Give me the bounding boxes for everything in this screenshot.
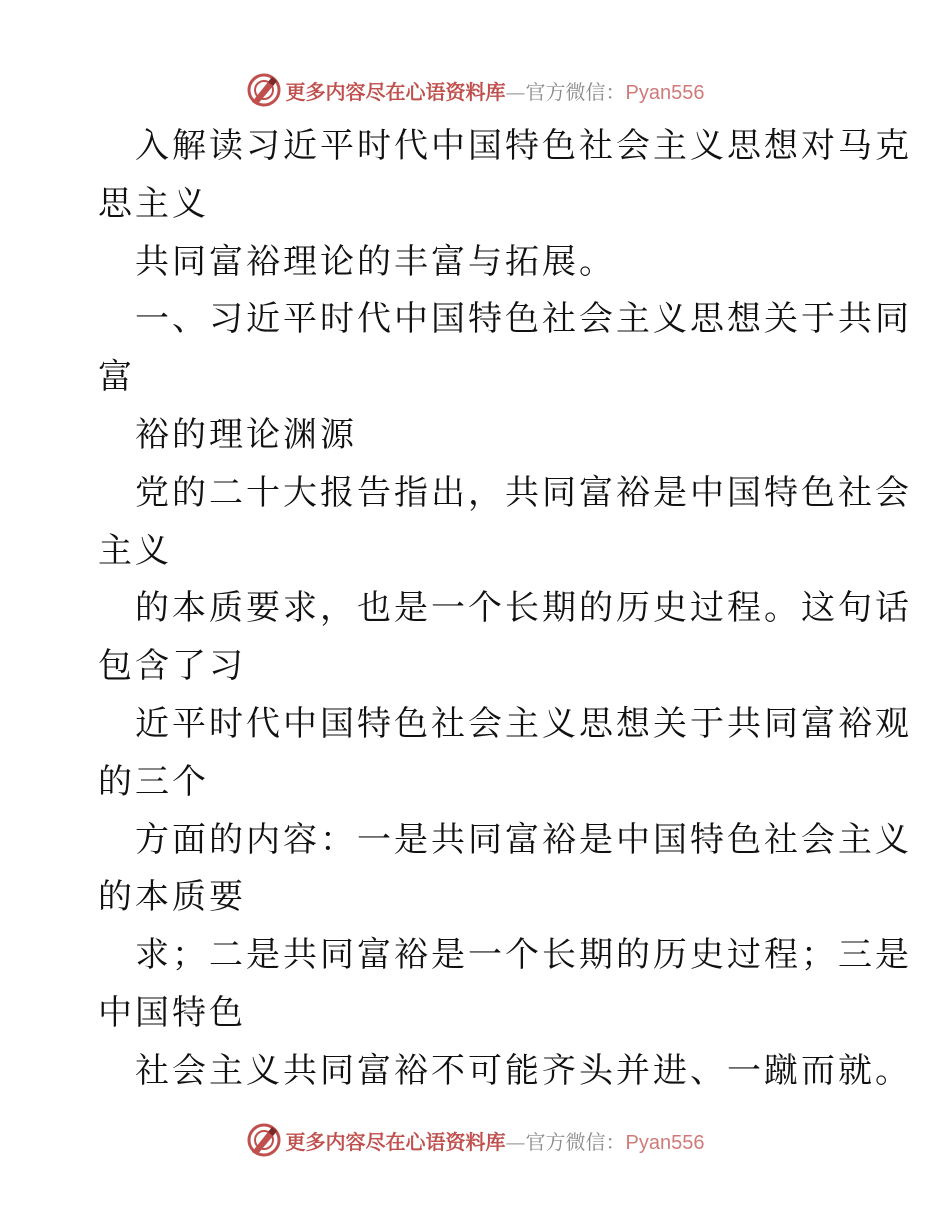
header-banner-main: 更多内容尽在心语资料库 (285, 79, 506, 104)
text-line: 求；二是共同富裕是一个长期的历史过程；三是 (135, 935, 912, 976)
text-line: 主义 (98, 530, 172, 571)
text-line: 共同富裕理论的丰富与拓展。 (135, 241, 616, 282)
header-banner-dash: — (505, 79, 526, 104)
header-banner-id: Pyan556 (625, 81, 705, 104)
text-line: 的本质要 (98, 877, 246, 918)
text-line: 中国特色 (98, 992, 246, 1033)
footer-banner (0, 1120, 950, 1160)
text-line: 裕的理论渊源 (135, 414, 357, 455)
footer-banner-text (286, 1126, 705, 1155)
footer-banner-dash: — (505, 1129, 526, 1154)
text-line: 社会主义共同富裕不可能齐头并进、一蹴而就。 (135, 1050, 912, 1091)
footer-banner-main: 更多内容尽在心语资料库 (285, 1129, 506, 1154)
header-banner-label: 官方微信： (525, 79, 626, 104)
footer-banner-label: 官方微信： (525, 1129, 626, 1154)
text-line: 党的二十大报告指出，共同富裕是中国特色社会 (135, 472, 912, 513)
text-line: 富 (98, 357, 135, 398)
header-banner (0, 70, 950, 110)
text-line: 近平时代中国特色社会主义思想关于共同富裕观 (135, 703, 912, 744)
text-line: 入解读习近平时代中国特色社会主义思想对马克 (135, 126, 912, 166)
text-line: 思主义 (98, 183, 209, 224)
pen-logo-icon (246, 1122, 282, 1158)
body-text (98, 118, 912, 1101)
text-line: 方面的内容：一是共同富裕是中国特色社会主义 (135, 819, 912, 860)
text-line: 包含了习 (98, 646, 246, 687)
text-line: 一、习近平时代中国特色社会主义思想关于共同 (135, 299, 912, 340)
pen-logo-icon (246, 72, 282, 108)
footer-banner-id: Pyan556 (625, 1131, 705, 1154)
text-line: 的本质要求，也是一个长期的历史过程。这句话 (135, 588, 912, 629)
header-banner-text (286, 76, 705, 105)
text-line: 的三个 (98, 761, 209, 802)
